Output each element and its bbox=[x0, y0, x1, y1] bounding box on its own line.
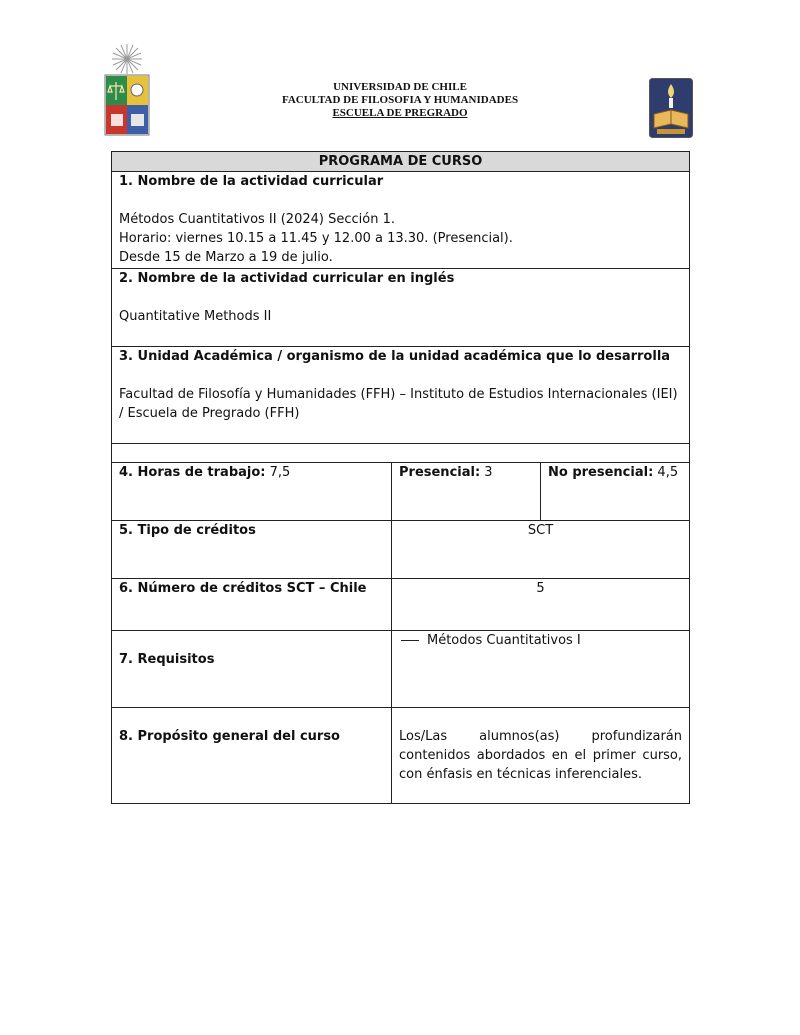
requirements-value: Métodos Cuantitativos I bbox=[427, 633, 581, 648]
table-title-row bbox=[112, 152, 690, 172]
credit-count-value: 5 bbox=[392, 579, 690, 631]
credit-count-row bbox=[112, 579, 690, 631]
credit-type-value: SCT bbox=[392, 521, 690, 579]
no-presencial-value: 4,5 bbox=[657, 465, 679, 480]
academic-unit-value: Facultad de Filosofía y Humanidades (FFH) – Instituto de Estudios Internacionales (IEI) / Escuela de Pregrado (FFH) bbox=[119, 387, 678, 421]
section-english-name bbox=[112, 269, 690, 347]
purpose-value: Los/Las alumnos(as) profundizarán contenidos abordados en el primer curso, con énfasis en técnicas inferenciales. bbox=[392, 708, 690, 804]
credit-type-row bbox=[112, 521, 690, 579]
requirements-row bbox=[112, 631, 690, 708]
no-presencial-label: No presencial: bbox=[548, 465, 654, 480]
purpose-label: 8. Propósito general del curso bbox=[119, 729, 340, 744]
table-title: PROGRAMA DE CURSO bbox=[112, 152, 690, 172]
presencial-label: Presencial: bbox=[399, 465, 481, 480]
course-schedule: Horario: viernes 10.15 a 11.45 y 12.00 a 13.30. (Presencial). bbox=[119, 231, 513, 246]
institution-header bbox=[0, 81, 800, 120]
star-icon bbox=[112, 44, 142, 74]
english-course-name: Quantitative Methods II bbox=[119, 309, 272, 324]
school-name: ESCUELA DE PREGRADO bbox=[332, 107, 468, 119]
section-course-name bbox=[112, 172, 690, 269]
hours-row bbox=[112, 463, 690, 521]
section-heading: 3. Unidad Académica / organismo de la unidad académica que lo desarrolla bbox=[119, 349, 671, 364]
hours-label: 4. Horas de trabajo: bbox=[119, 465, 266, 480]
section-academic-unit bbox=[112, 347, 690, 444]
credit-type-label: 5. Tipo de créditos bbox=[119, 523, 256, 538]
credit-count-label: 6. Número de créditos SCT – Chile bbox=[119, 581, 367, 596]
dash-bullet-icon bbox=[401, 640, 419, 641]
section-heading: 1. Nombre de la actividad curricular bbox=[119, 174, 384, 189]
course-program-table bbox=[111, 151, 690, 804]
presencial-value: 3 bbox=[484, 465, 493, 480]
course-title: Métodos Cuantitativos II (2024) Sección 1. bbox=[119, 212, 395, 227]
course-dates: Desde 15 de Marzo a 19 de julio. bbox=[119, 250, 333, 265]
faculty-name: FACULTAD DE FILOSOFIA Y HUMANIDADES bbox=[281, 94, 519, 106]
spacer-row bbox=[112, 444, 690, 463]
hours-value: 7,5 bbox=[269, 465, 291, 480]
university-name: UNIVERSIDAD DE CHILE bbox=[333, 81, 467, 93]
section-heading: 2. Nombre de la actividad curricular en inglés bbox=[119, 271, 455, 286]
requirements-label: 7. Requisitos bbox=[119, 652, 215, 667]
purpose-row bbox=[112, 708, 690, 804]
